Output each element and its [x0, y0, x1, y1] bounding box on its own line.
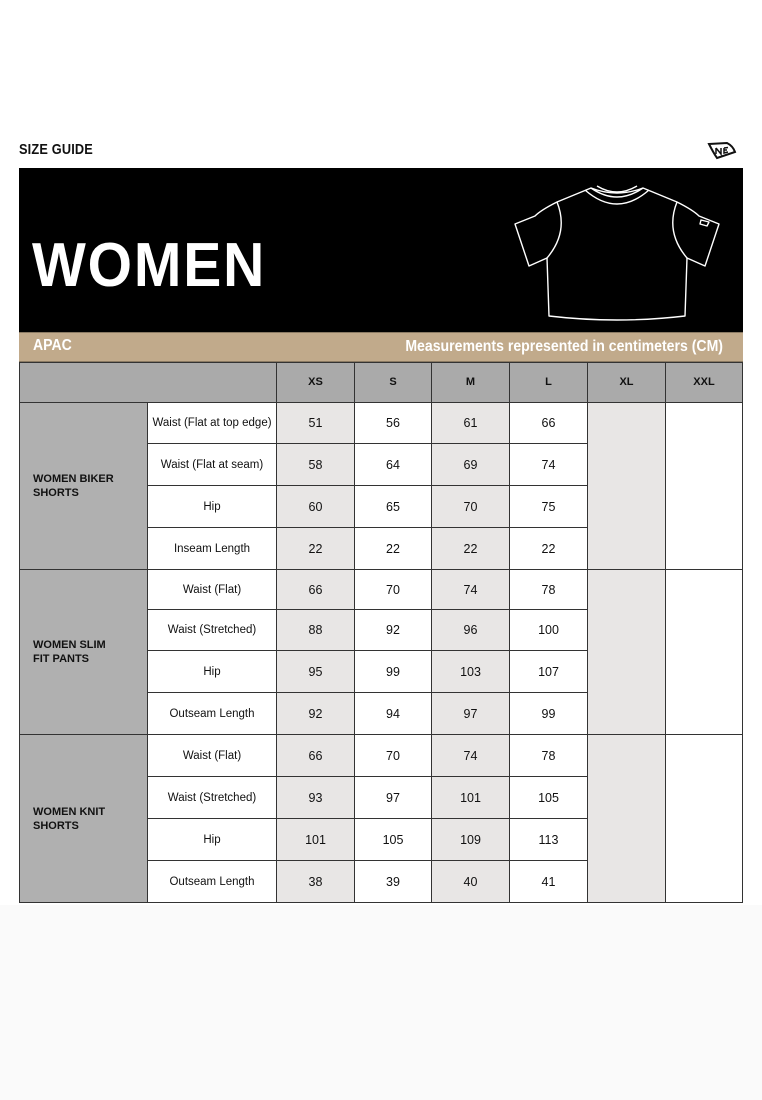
- measurement-label: Outseam Length: [148, 861, 277, 903]
- measurement-value: 105: [510, 777, 588, 819]
- size-header-m: M: [432, 362, 510, 403]
- measurement-label: Waist (Stretched): [148, 610, 277, 651]
- measurement-value: 56: [355, 403, 432, 444]
- measurement-value: 70: [432, 486, 510, 528]
- size-header-xl: XL: [588, 362, 666, 403]
- measurement-value: 100: [510, 610, 588, 651]
- size-guide-title: SIZE GUIDE: [19, 141, 93, 158]
- empty-size-cell-xl: [588, 403, 666, 570]
- measurement-value: 78: [510, 735, 588, 777]
- region-label: APAC: [33, 337, 72, 354]
- measurement-value: 69: [432, 444, 510, 486]
- measurement-value: 74: [432, 570, 510, 610]
- size-header-xxl: XXL: [666, 362, 743, 403]
- group-label: [19, 570, 148, 735]
- units-note: Measurements represented in centimeters (CM): [405, 338, 723, 355]
- group-label: [19, 735, 148, 903]
- measurement-value: 101: [277, 819, 355, 861]
- measurement-value: 66: [510, 403, 588, 444]
- measurement-value: 38: [277, 861, 355, 903]
- empty-size-cell-xl: [588, 735, 666, 903]
- measurement-label: Hip: [148, 486, 277, 528]
- measurement-value: 74: [510, 444, 588, 486]
- measurement-value: 41: [510, 861, 588, 903]
- measurement-value: 22: [432, 528, 510, 570]
- measurement-label: Inseam Length: [148, 528, 277, 570]
- measurement-value: 51: [277, 403, 355, 444]
- measurement-value: 74: [432, 735, 510, 777]
- measurement-value: 70: [355, 570, 432, 610]
- measurement-value: 97: [355, 777, 432, 819]
- measurement-value: 22: [355, 528, 432, 570]
- measurement-value: 92: [277, 693, 355, 735]
- measurement-value: 93: [277, 777, 355, 819]
- measurement-value: 60: [277, 486, 355, 528]
- measurement-value: 39: [355, 861, 432, 903]
- measurement-value: 92: [355, 610, 432, 651]
- empty-size-cell-xl: [588, 570, 666, 735]
- measurement-value: 96: [432, 610, 510, 651]
- hero-banner: [19, 168, 743, 332]
- empty-size-cell-xxl: [666, 735, 743, 903]
- empty-size-cell-xxl: [666, 403, 743, 570]
- measurement-value: 107: [510, 651, 588, 693]
- measurement-value: 94: [355, 693, 432, 735]
- measurement-value: 78: [510, 570, 588, 610]
- cropped-tshirt-icon: [513, 176, 723, 324]
- measurement-value: 66: [277, 570, 355, 610]
- measurement-value: 22: [277, 528, 355, 570]
- measurement-label: Waist (Flat): [148, 570, 277, 610]
- measurement-value: 75: [510, 486, 588, 528]
- measurement-value: 109: [432, 819, 510, 861]
- hero-title: WOMEN: [32, 231, 267, 300]
- table-header-corner: [19, 362, 277, 403]
- measurement-value: 22: [510, 528, 588, 570]
- measurement-label: Hip: [148, 651, 277, 693]
- measurement-value: 113: [510, 819, 588, 861]
- measurement-value: 105: [355, 819, 432, 861]
- measurement-value: 103: [432, 651, 510, 693]
- measurement-value: 99: [510, 693, 588, 735]
- empty-size-cell-xxl: [666, 570, 743, 735]
- page-footer-area: [0, 905, 762, 1100]
- measurement-value: 70: [355, 735, 432, 777]
- measurement-label: Waist (Stretched): [148, 777, 277, 819]
- measurement-label: Waist (Flat at seam): [148, 444, 277, 486]
- measurement-label: Hip: [148, 819, 277, 861]
- group-label: [19, 403, 148, 570]
- measurement-value: 99: [355, 651, 432, 693]
- group-name: WOMEN BIKER SHORTS: [33, 473, 114, 499]
- region-band: [19, 332, 743, 362]
- measurement-value: 97: [432, 693, 510, 735]
- size-header-l: L: [510, 362, 588, 403]
- size-header-s: S: [355, 362, 432, 403]
- size-header-xs: XS: [277, 362, 355, 403]
- new-era-flag-logo-icon: [707, 140, 737, 162]
- measurement-value: 101: [432, 777, 510, 819]
- group-name: WOMEN SLIM FIT PANTS: [33, 639, 106, 665]
- measurement-value: 61: [432, 403, 510, 444]
- measurement-label: Outseam Length: [148, 693, 277, 735]
- measurement-value: 40: [432, 861, 510, 903]
- measurement-value: 95: [277, 651, 355, 693]
- measurement-label: Waist (Flat at top edge): [148, 403, 277, 444]
- group-name: WOMEN KNIT SHORTS: [33, 805, 106, 832]
- measurement-value: 66: [277, 735, 355, 777]
- measurement-value: 58: [277, 444, 355, 486]
- measurement-label: Waist (Flat): [148, 735, 277, 777]
- measurement-value: 88: [277, 610, 355, 651]
- measurement-value: 65: [355, 486, 432, 528]
- measurement-value: 64: [355, 444, 432, 486]
